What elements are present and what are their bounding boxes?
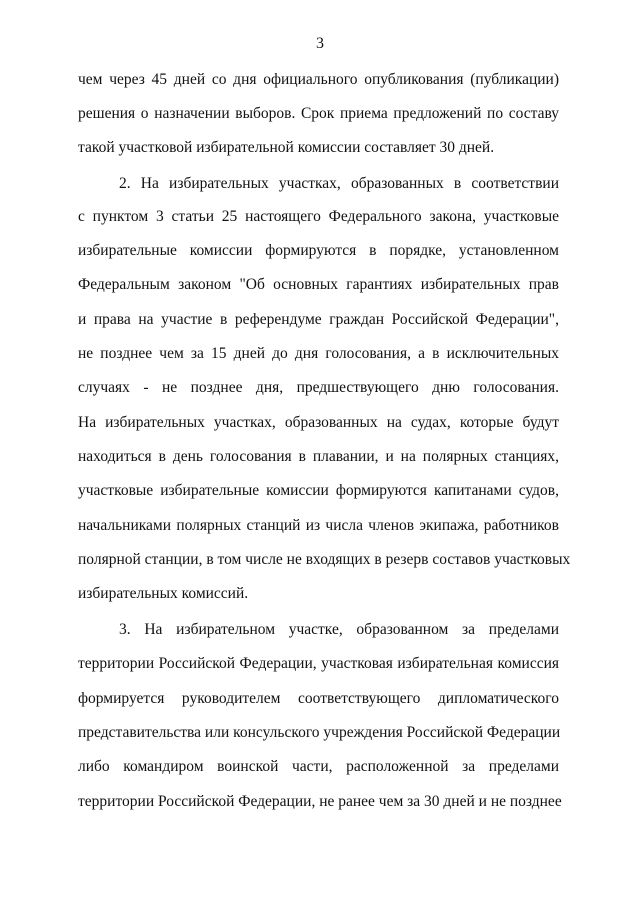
text-line: полярной станции, в том числе не входящих в резерв составов участковых — [78, 551, 571, 568]
text-line: представительства или консульского учреждения Российской Федерации — [78, 724, 561, 741]
text-line: решения о назначении выборов. Срок приема предложений по составу — [78, 105, 559, 122]
text-line: либо командиром воинской части, расположенной за пределами — [78, 758, 559, 775]
text-line: случаях - не позднее дня, предшествующего дню голосования. — [78, 379, 559, 396]
text-line: Федеральным законом "Об основных гарантиях избирательных прав — [78, 276, 559, 293]
text-line: территории Российской Федерации, не ранее чем за 30 дней и не позднее — [78, 793, 562, 810]
text-line: участковые избирательные комиссии формируются капитанами судов, — [78, 482, 559, 499]
text-line: начальниками полярных станций из числа членов экипажа, работников — [78, 517, 559, 534]
text-line: 2. На избирательных участках, образованных в соответствии — [119, 175, 559, 192]
text-line: избирательные комиссии формируются в порядке, установленном — [78, 242, 559, 259]
text-line: 3. На избирательном участке, образованном за пределами — [119, 621, 559, 638]
text-line: и права на участие в референдуме граждан Российской Федерации", — [78, 311, 559, 328]
text-line: с пунктом 3 статьи 25 настоящего Федерального закона, участковые — [78, 208, 559, 225]
text-line: формируется руководителем соответствующего дипломатического — [78, 690, 559, 707]
text-line: чем через 45 дней со дня официального опубликования (публикации) — [78, 71, 559, 88]
text-line: такой участковой избирательной комиссии составляет 30 дней. — [78, 139, 495, 156]
text-line: избирательных комиссий. — [78, 585, 249, 602]
text-line: находиться в день голосования в плавании, и на полярных станциях, — [78, 448, 559, 465]
text-line: не позднее чем за 15 дней до дня голосования, а в исключительных — [78, 345, 559, 362]
page-number: 3 — [316, 35, 324, 52]
text-line: На избирательных участках, образованных на судах, которые будут — [78, 414, 559, 431]
text-line: территории Российской Федерации, участковая избирательная комиссия — [78, 655, 559, 672]
